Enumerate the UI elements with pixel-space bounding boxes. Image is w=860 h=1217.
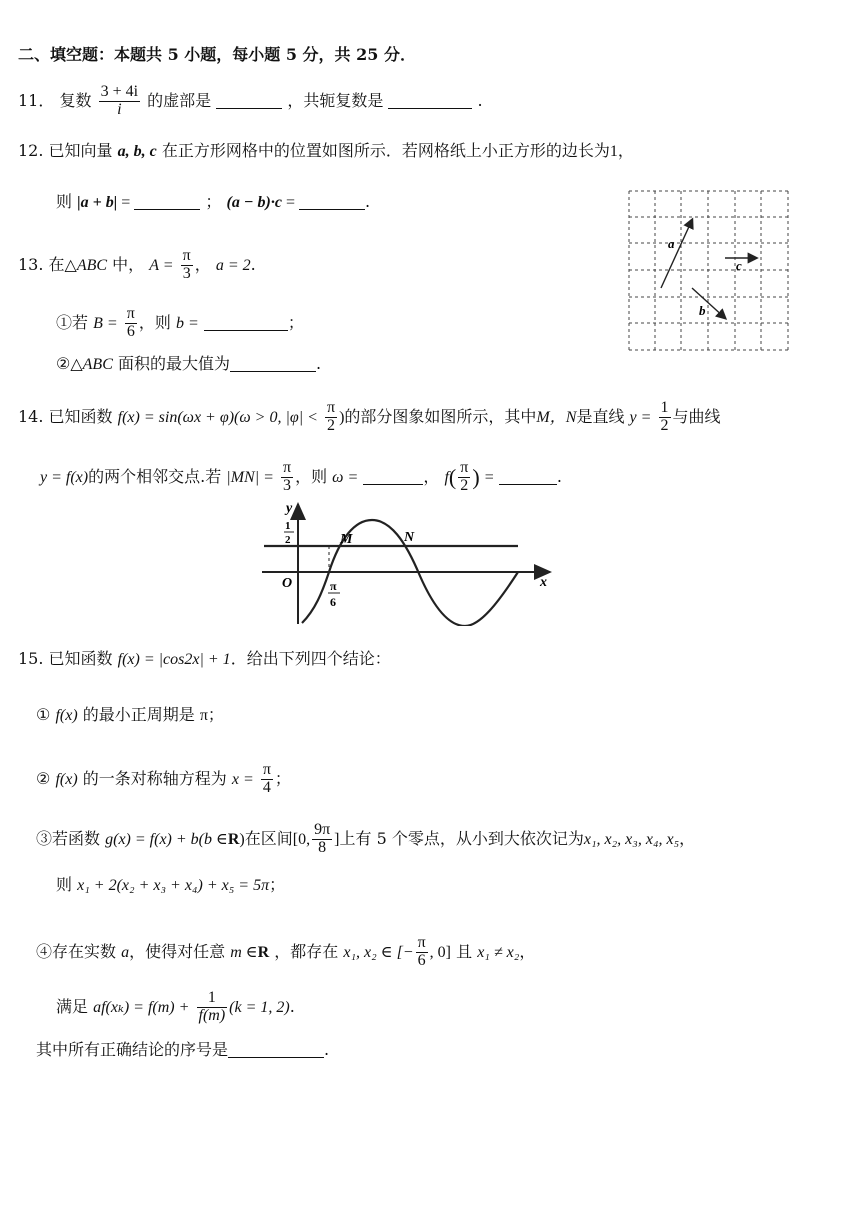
q14-half-den: 2 [660,416,669,434]
q14-f-lparen: ( [448,464,457,490]
q14-MN-pi: π [282,459,292,476]
q13-A-frac [181,248,193,283]
q15-c3-l2-end: ； [269,875,286,894]
q12-expr2: (a − b)·c [226,194,282,211]
q11-fraction [99,84,140,119]
q15-c2-pre: ② [36,768,51,788]
q15-c3-R: R [227,830,240,848]
q15-c2-pi: π [262,761,271,778]
q15-c3-xs: x₁, x₂, x₃, x₄, x₅ [583,830,680,848]
question-14 [18,400,721,435]
q14-half-num: 1 [660,399,669,416]
q13-comma: ， [194,254,211,274]
vector-c-label: c [736,258,742,273]
q15-c1-pi: π [199,707,208,724]
q12-vars: a, b, c [117,143,157,160]
q14-y-eq: y = [629,408,652,426]
q15-c3-l2-expr: x₁ + 2(x₂ + x₃ + x₄) + x₅ = 5π [77,877,270,894]
point-N-label: N [404,530,415,545]
q15-c3-frac [312,822,332,857]
q12-eq1: = [117,194,135,211]
tick-pi6-num: π [330,579,337,593]
q15-c1-text: 的最小正周期是 [82,705,195,724]
q15-c4-m: m ∈ [230,943,258,961]
q15-final [36,1041,329,1058]
q13-A-three: 3 [182,264,191,282]
q15-c3-text2: 上有 5 个零点，从小到大依次记为 [339,828,584,848]
q14-f-frac [458,460,470,495]
q15-c4-a: a [121,943,130,961]
tick-half-num: 1 [285,520,291,532]
q15-conclusion-3 [36,822,695,857]
q11-text-2: 的虚部是 [147,90,212,110]
q13-s2-pre: ②△ [56,354,83,373]
origin-label: O [282,576,293,591]
q15-c4-six: 6 [417,951,426,969]
q15-c4-x12: x₁, x₂ ∈ [− [343,943,414,961]
q13-s2-abc: ABC [82,356,113,373]
q12-number: 12. [18,141,44,160]
q12-text-2: 在正方形网格中的位置如图所示．若网格纸上小正方形的边长为 [161,141,610,160]
q12-text-3: ， [617,141,634,160]
vector-b-label: b [699,303,706,318]
q11-number: 11． [18,90,55,110]
q13-blank-2[interactable] [230,355,316,372]
q15-c3-8: 8 [318,838,327,856]
q12-blank-2[interactable] [299,193,365,210]
q15-c4-R: R [257,943,270,961]
q11-blank-conj[interactable] [388,92,472,109]
q15-c3-g: g(x) = f(x) + b(b ∈ [105,830,228,848]
q13-s2-end: . [315,354,322,373]
q15-c3-pre: ③若函数 [36,828,101,848]
q14-f: f [444,468,449,486]
q11-text-3: ，共轭复数是 [287,90,384,110]
q13-s2-text: 面积的最大值为 [117,354,230,373]
q15-text-1: 已知函数 [48,649,113,668]
q15-c4-l2-end: . [289,996,295,1016]
q15-c3-text1: 在区间 [244,828,293,848]
vector-grid-figure [628,190,790,352]
q13-abc: ABC [76,256,108,274]
q15-c2-four: 4 [262,778,271,796]
q15-conclusion-4-line-2 [56,990,295,1025]
sine-graph-figure [260,498,560,626]
q13-period: . [250,254,256,274]
q12-eq2: = [281,194,299,211]
q15-number: 15. [18,649,44,668]
q14-close: ) [339,408,345,426]
q14-phi-frac [325,400,337,435]
q14-l2-c: ，则 [295,466,328,486]
q15-conclusion-4 [36,935,535,970]
x-axis-label: x [540,575,547,590]
q15-c4-fm: f(m) [198,1006,226,1024]
vector-a-label: a [668,236,675,251]
q13-A-pi: π [182,247,191,264]
question-11 [18,84,483,119]
q13-b-eq: b = [175,314,199,332]
q15-c4-pi: π [417,934,426,951]
q13-s1-mid: ，则 [138,312,171,332]
question-13-sub-1 [56,306,304,341]
q13-B-pi: π [126,305,135,322]
q13-blank-1[interactable] [204,314,288,331]
q15-text-2: ．给出下列四个结论： [230,649,391,668]
q15-c3-close: ) [239,830,245,848]
q12-abs-expr: |a + b| [77,194,118,211]
q15-c4-k: (k = 1, 2) [229,998,290,1016]
q15-conclusion-3-line-2 [56,877,285,894]
q14-text-1: 已知函数 [48,406,113,426]
question-13 [18,248,256,283]
q14-l2-b: 的两个相邻交点.若 [88,466,222,486]
q14-text-4: 与曲线 [672,406,721,426]
q15-c2-text: 的一条对称轴方程为 [82,768,227,788]
point-M-label: M [340,532,353,547]
q15-c4-text1: ，使得对任意 [129,941,226,961]
q15-c4-frac [416,935,428,970]
q15-final-end: . [324,1040,330,1059]
q11-fraction-num: 3 + 4i [100,83,139,100]
question-14-line-2 [40,460,562,495]
q13-s1-pre: ①若 [56,312,89,332]
q15-c2-fx: f(x) [55,770,78,788]
q13-number: 13. [18,254,44,274]
q15-c4-l2-expr: af(xₖ) = f(m) + [93,998,190,1016]
q11-blank-imag[interactable] [216,92,282,109]
question-15 [18,651,391,668]
q14-l2-end: . [556,466,562,486]
tick-pi6-den: 6 [330,595,336,609]
q14-text-3: 是直线 [576,406,625,426]
q15-c4-end: ， [519,941,536,961]
q15-c3-l2-a: 则 [56,875,73,894]
section-header: 二、填空题：本题共 5 小题，每小题 5 分，共 25 分． [18,45,416,64]
q15-c3-9pi: 9π [314,821,331,838]
q13-text-2: 中， [112,254,145,274]
q15-c4-one: 1 [197,990,228,1008]
q14-blank-f[interactable] [499,468,557,485]
q12-end: . [365,192,371,211]
q15-conclusion-2 [36,762,291,797]
q15-c1-fx: f(x) [55,707,78,724]
q13-text-1: 在△ [48,254,77,274]
q13-A-eq: A = [149,256,174,274]
q13-B-six: 6 [126,322,135,340]
q12-one: 1 [609,143,618,160]
q15-c2-end: ； [274,768,291,788]
q15-c3-int-a: [0, [292,830,311,848]
q11-text-1: 复数 [59,90,92,110]
question-12 [18,143,634,160]
q14-number: 14. [18,406,44,426]
q13-a-eq: a = 2 [215,256,251,274]
y-axis-label: y [286,501,293,516]
q14-phi-pi: π [327,399,336,416]
q15-c4-pre: ④存在实数 [36,941,117,961]
vector-a-arrow [661,220,692,288]
question-13-sub-2 [56,355,321,373]
q12-line2-a: 则 [56,192,73,211]
q15-c4-l2-a: 满足 [56,996,89,1016]
q13-s1-end: ； [287,312,304,332]
q14-blank-omega[interactable] [363,468,423,485]
q14-half-frac [659,400,671,435]
q15-c1-pre: ① [36,705,51,724]
q14-f-two: 2 [460,476,469,494]
q15-final-text: 其中所有正确结论的序号是 [36,1040,229,1059]
q15-c2-frac [261,762,273,797]
q14-MN: M，N [536,408,577,426]
question-12-line-2 [56,193,370,211]
tick-half-den: 2 [285,534,291,546]
q15-conclusion-1 [36,707,224,724]
q14-phi-two: 2 [327,416,336,434]
q12-text-1: 已知向量 [48,141,113,160]
q15-c4-l2-frac [197,990,228,1025]
q14-MN-frac [281,460,293,495]
q14-fx: f(x) = sin(ωx + φ)(ω > 0, |φ| < [117,408,318,426]
q14-l2-d: ， [423,466,440,486]
q15-c2-x: x = [231,770,254,788]
grid-lines [629,191,789,351]
q15-c4-text2: ，都存在 [274,941,339,961]
q12-blank-1[interactable] [134,193,200,210]
q14-omega: ω = [332,468,359,486]
q15-c3-int-b: ] [334,830,340,848]
q15-blank-answer[interactable] [228,1041,324,1058]
q15-c4-close: , 0] [429,943,451,961]
q15-c4-text3: 且 [456,941,473,961]
q14-l2-a: y = f(x) [40,468,89,486]
q13-B-eq: B = [93,314,118,332]
q14-l2-eq: = [484,468,494,486]
q14-f-rparen: ) [472,464,480,490]
q15-c4-neq: x₁ ≠ x₂ [477,943,520,961]
q14-MN-abs: |MN| = [226,468,274,486]
q14-f-pi: π [460,459,469,476]
q12-semi: ； [205,192,222,211]
q15-c3-end: ， [679,828,696,848]
q14-text-2: 的部分图象如图所示，其中 [344,406,537,426]
q15-fx: f(x) = |cos2x| + 1 [117,651,231,668]
q14-MN-three: 3 [283,476,292,494]
q15-c1-end: ； [207,705,224,724]
q13-B-frac [125,306,137,341]
q11-fraction-den: i [117,100,122,118]
q11-text-4: . [477,90,483,110]
